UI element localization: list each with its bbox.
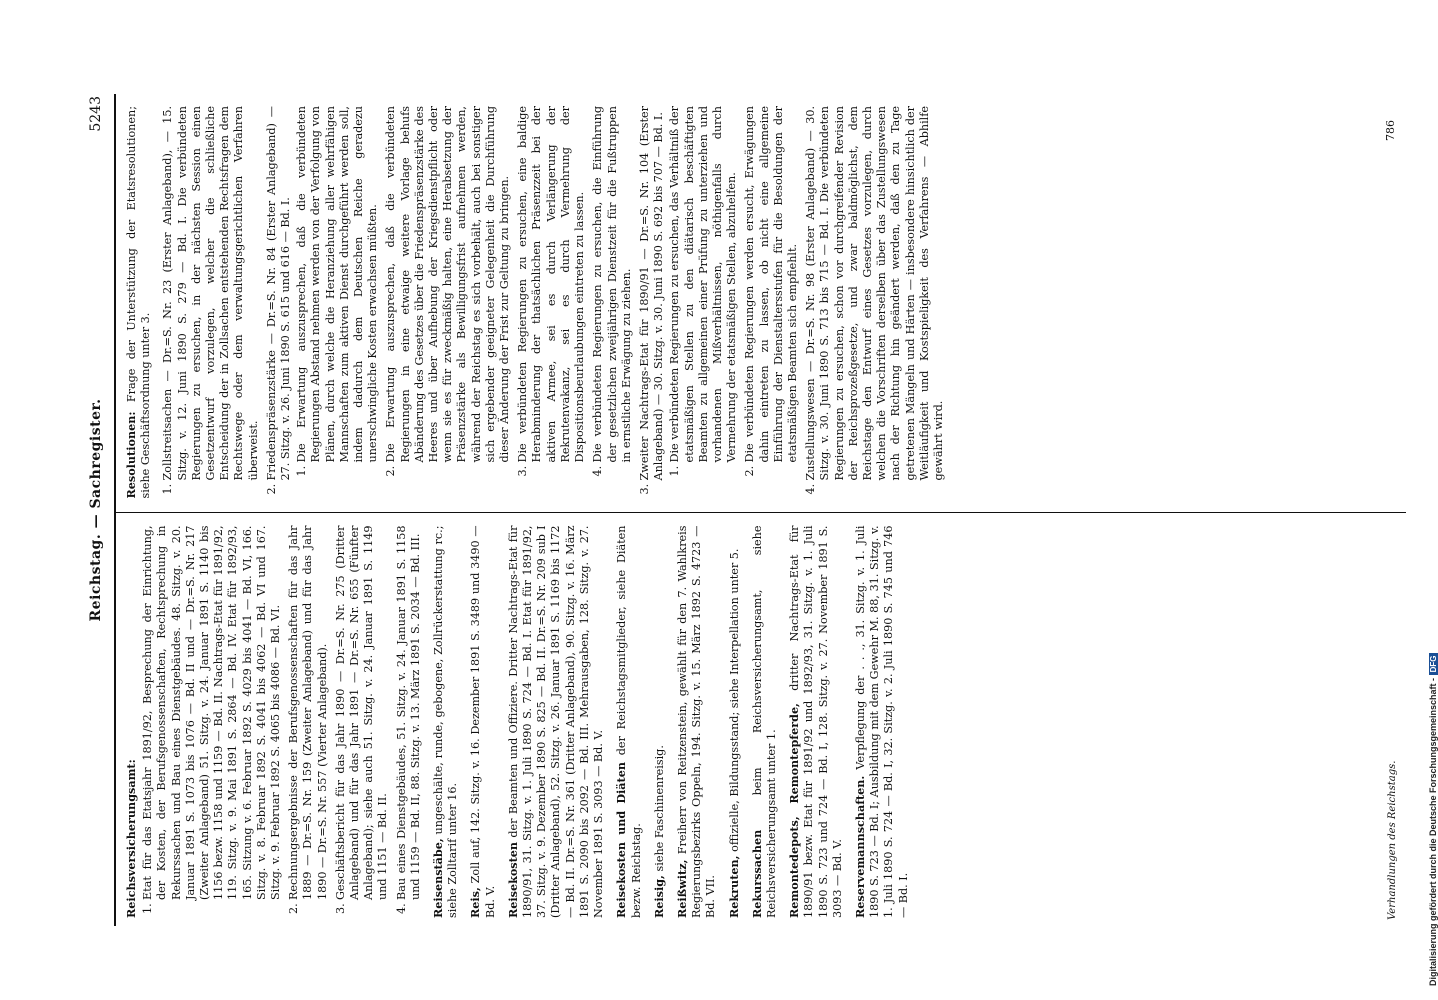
entry-subitem bbox=[141, 526, 283, 919]
item-number: 3. bbox=[637, 483, 651, 495]
signature-mark: 786 bbox=[1383, 120, 1397, 141]
entry-keyword: Reißwitz, bbox=[674, 859, 689, 918]
subitem-number: 1. bbox=[295, 465, 309, 477]
right-column bbox=[116, 94, 1406, 514]
register-entry bbox=[468, 526, 497, 919]
subitem-number: 2. bbox=[384, 465, 398, 477]
item-text: Zweiter Nachtrags-Etat für 1890/91 — Dr.=S. Nr. 104 (Erster Anlageband) — 30. Sitzg. v. 30. Juni 1890 S. 692 bis 707 — Bd. I. bbox=[637, 106, 666, 481]
entry-keyword: Reichsversicherungsamt: bbox=[124, 759, 138, 918]
subitem-number: 1. bbox=[141, 903, 155, 914]
subitem-text: Geschäftsbericht für das Jahr 1890 — Dr.=S. Nr. 275 (Dritter Anlageband) und für das Jahr 1891 — Dr.=S. Nr. 655 (Fünfter Anlageband); siehe auch 51. Sitzg. v. 24. Januar 1891 S. 1149 und 1151 — Bd. II. bbox=[333, 525, 390, 900]
subitem-text: Rechnungsergebnisse der Berufsgenossenschaften für das Jahr 1889 — Dr.=S. Nr. 159 (Zweiter Anlageband) und für das Jahr 1890 — Dr.=S. Nr. 557 (Vierter Anlageband). bbox=[287, 525, 329, 900]
item-number: 4. bbox=[804, 483, 818, 495]
entry-reichsversicherungsamt bbox=[124, 526, 423, 919]
entry-keyword: Reisekosten bbox=[505, 841, 520, 918]
entry-text: Verpflegung der . . ., 31. Sitzg. v. 1. Juli 1890 S. 723 — Bd. I; Ausbildung mit dem Gewehr M. 88, 31. Sitzg. v. 1. Juli 1890 S. 724 — Bd. I, 32. Sitzg. v. 2. Juli 1890 S. 745 und 746 — Bd. I. bbox=[853, 525, 910, 918]
digitization-credit bbox=[1416, 6, 1438, 986]
subitem-number: 4. bbox=[394, 903, 408, 914]
entry-keyword: Reis, bbox=[468, 887, 483, 918]
register-entry bbox=[506, 526, 606, 919]
page-footer: Verhandlungen des Reichstags. bbox=[1386, 760, 1398, 920]
register-entry bbox=[652, 526, 667, 919]
subitem-number: 2. bbox=[287, 903, 301, 914]
page-header bbox=[84, 94, 116, 926]
subitem-text: Die Erwartung auszusprechen, daß die verbündeten Regierungen Abstand nehmen werden von der Verfolgung von Plänen, durch welche die Heranziehung aller wehrfähigen Mannschaften zum aktiven Dienst durchgeführt werden soll, indem dadurch dem Deutschen Reiche geradezu unerschwingliche Kosten erwachsen müßten. bbox=[295, 106, 380, 463]
subitem-number: 1. bbox=[668, 465, 682, 477]
entry-text: ungeschälte, runde, gebogene, Zollrückerstattung rc.; siehe Zolltarif unter 16. bbox=[432, 525, 460, 918]
register-entry bbox=[614, 526, 643, 919]
entry-keyword: Rekruten, bbox=[726, 855, 741, 918]
resolution-subitem bbox=[384, 106, 512, 481]
entry-text: dritter Nachtrags-Etat für 1890/91 bezw. Etat für 1891/92 und 1892/93, 31. Sitzg. v. 1. Juli 1890 S. 723 und 724 — Bd. I, 128. Sitzg. v. 27. November 1891 S. 3093 — Bd. V. bbox=[788, 525, 844, 918]
entry-subitem bbox=[395, 526, 423, 919]
entry-keyword: Reisenstäbe, bbox=[431, 838, 446, 918]
register-entry bbox=[675, 526, 719, 919]
item-number: 1. bbox=[161, 483, 175, 495]
entry-keyword: Reisekosten und Diäten bbox=[614, 762, 629, 918]
entry-text: Freiherr von Reitzenstein, gewählt für den 7. Wahlkreis Regierungsbezirks Oppeln, 194. Sitzg. v. 15. März 1892 S. 4723 — Bd. VII. bbox=[675, 525, 718, 918]
entry-text: Zoll auf, 142. Sitzg. v. 16. Dezember 1891 S. 3489 und 3490 — Bd. V. bbox=[469, 525, 497, 918]
entry-keyword: Resolutionen: bbox=[124, 411, 138, 499]
credit-text-line bbox=[1428, 6, 1438, 986]
entry-text: der Beamten und Offiziere. Dritter Nachtrags-Etat für 1890/91, 31. Sitzg. v. 1. Juli 1890 S. 724 — Bd. I. Etat für 1891/92, 37. Sitzg. v. 9. Dezember 1890 S. 825 — Bd. II. Dr.=S. Nr. 209 sub I (Dritter Anlageband), 52. Sitzg. v. 26. Januar 1891 S. 1169 bis 1172 — Bd. II. Dr.=S. Nr. 361 (Dritter Anlageband), 90. Sitzg. v. 16. März 1891 S. 2090 bis 2092 — Bd. III. Mehrausgaben, 128. Sitzg. v. 27. November 1891 S. 3093 — Bd. V. bbox=[506, 525, 606, 918]
entry-text: Frage der Unterstützung der Etatsresolutionen; siehe Geschäftsordnung unter 3. bbox=[125, 106, 153, 499]
register-entry bbox=[727, 526, 742, 919]
register-entry bbox=[750, 526, 779, 919]
left-column bbox=[116, 514, 1406, 927]
subitem-number: 4. bbox=[591, 465, 605, 477]
running-title: Reichstag. — Sachregister. bbox=[88, 398, 104, 622]
entry-text: beim Reichsversicherungsamt, siehe Reichsversicherungsamt unter 1. bbox=[750, 525, 778, 918]
entry-text: siehe Faschinenreisig. bbox=[652, 745, 666, 872]
two-column-body bbox=[116, 94, 1406, 926]
subitem-text: Die Erwartung auszusprechen, daß die verbündeten Regierungen in eine etwaige weitere Vorlage behufs Abänderung des Gesetzes über die Friedenspräsenzstärke des Heeres und über Aufhebung der Kriegsdienstpflicht oder wenn sie es für zweckmäßig halten, eine Herabsetzung der Präsenzstärke als Bewilligungsfrist aufnehmen werden, während der Reichstag es sich vorbehält, auch bei sonstiger sich ergebender geeigneter Gelegenheit die Durchführung dieser Änderung der Frist zur Geltung zu bringen. bbox=[384, 106, 512, 463]
item-text: Zustellungswesen — Dr.=S. Nr. 98 (Erster Anlageband) — 30. Sitzg. v. 30. Juni 1890 S. 713 bis 715 — Bd. I. Die verbündeten Regierungen zu ersuchen, schon vor durchgreifender Revision der Reichsprozeßgesetze, und zwar baldmöglichst, dem Reichstage den Entwurf eines Gesetzes vorzulegen, durch welchen die Vorschriften derselben über das Zustellungswesen nach der Richtung hin geändert werden, daß den zu Tage getretenen Mängeln und Härten — insbesondere hinsichtlich der Weitläufigkeit und Kostspieligkeit des Verfahrens — Abhilfe gewährt wird. bbox=[804, 106, 945, 481]
subitem-text: Etat für das Etatsjahr 1891/92, Besprechung der Einrichtung, der Kosten, der Berufsgenossenschaften, Rechtsprechung in Rekurssachen und Bau eines Dienstgebäudes. 48. Sitzg. v. 20. Januar 1891 S. 1073 bis 1076 — Bd. II und — Dr.=S. Nr. 217 (Zweiter Anlageband) 51. Sitzg. v. 24. Januar 1891 S. 1140 bis 1156 bezw. 1158 und 1159 — Bd. II. Nachtrags-Etat für 1891/92, 119. Sitzg. v. 9. Mai 1891 S. 2864 — Bd. IV. Etat für 1892/93, 165. Sitzung v. 6. Februar 1892 S. 4029 bis 4041 — Bd. VI, 166. Sitzg. v. 8. Februar 1892 S. 4041 bis 4062 — Bd. VI und 167. Sitzg. v. 9. Februar 1892 S. 4065 bis 4086 — Bd. VI. bbox=[141, 525, 283, 900]
subitem-number: 2. bbox=[743, 465, 757, 477]
entry-keyword: Reservemannschaften. bbox=[852, 775, 867, 918]
item-text: Zollstreitsachen — Dr.=S. Nr. 23 (Erster Anlageband), — 15. Sitzg. v. 12. Juni 1890 S. 279 — Bd. I. Die verbündeten Regierungen zu ersuchen, in der nächsten Session einen Gesetzentwurf vorzulegen, welcher die schließliche Entscheidung der in Zollsachen entstehenden Rechtsfragen dem Rechtswege oder dem verwaltungsgerichtlichen Verfahren überweist. bbox=[161, 106, 260, 481]
resolution-subitem bbox=[295, 106, 380, 481]
entry-keyword: Rekurssachen bbox=[749, 829, 764, 918]
resolutionen-intro bbox=[124, 106, 153, 499]
resolution-subitem bbox=[591, 106, 634, 481]
entry-subitem bbox=[334, 526, 391, 919]
entry-keyword: Remontedepots, Remontepferde, bbox=[787, 703, 802, 918]
item-text: Friedenspräsenzstärke — Dr.=S. Nr. 84 (Erster Anlageband) — 27. Sitzg. v. 26. Juni 1890 S. 615 und 616 — Bd. I. bbox=[264, 106, 293, 481]
resolution-item bbox=[265, 106, 634, 499]
subitem-text: Die verbündeten Regierungen zu ersuchen, eine baldige Herabminderung der thatsächlichen Präsenzzeit bei der aktiven Armee, sei es durch Verlängerung der Rekrutenvakanz, sei es durch Vermehrung der Dispositionsbeurlaubungen eintreten zu lassen. bbox=[516, 106, 587, 463]
subitem-text: Die verbündeten Regierungen zu ersuchen, die Einführung der gesetzlichen zweijährigen Dienstzeit für die Fußtruppen in ernstliche Erwägung zu ziehen. bbox=[591, 106, 633, 463]
subitem-text: Die verbündeten Regierungen werden ersucht, Erwägungen dahin eintreten zu lassen, ob nicht eine allgemeine Einführung der Dienstaltersstufen für die Besoldungen der etatsmäßigen Beamten sich empfiehlt. bbox=[743, 106, 799, 463]
resolution-item bbox=[804, 106, 946, 499]
resolution-subitem bbox=[668, 106, 739, 481]
resolution-subitem bbox=[516, 106, 587, 481]
entry-subitem bbox=[287, 526, 330, 919]
register-entry bbox=[853, 526, 911, 919]
subitem-number: 3. bbox=[333, 903, 347, 914]
rotated-register-page bbox=[80, 80, 1420, 940]
subitem-text: Die verbündeten Regierungen zu ersuchen, das Verhältniß der etatsmäßigen Stellen zu den diätarisch beschäftigten Beamten zu allgemeinen einer Prüfung zu unterziehen und vorhandenen Mißverhältnissen, nöthigenfalls durch Vermehrung der etatsmäßigen Stellen, abzuhelfen. bbox=[668, 106, 739, 463]
subitem-text: Bau eines Dienstgebäudes, 51. Sitzg. v. 24. Januar 1891 S. 1158 und 1159 — Bd. II, 88. Sitzg. v. 13. März 1891 S. 2034 — Bd. III. bbox=[394, 525, 422, 900]
resolution-subitem bbox=[743, 106, 800, 481]
subitem-number: 3. bbox=[516, 465, 530, 477]
page-number: 5243 bbox=[88, 96, 104, 132]
register-entry bbox=[787, 526, 845, 919]
resolution-item bbox=[638, 106, 800, 499]
register-entry bbox=[431, 526, 460, 919]
credit-text: Digitalisierung gefördert durch die Deutsche Forschungsgemeinschaft - bbox=[1428, 677, 1438, 986]
item-number: 2. bbox=[264, 483, 278, 495]
entry-text: der Reichstagsmitglieder, siehe Diäten bezw. Reichstag. bbox=[615, 525, 643, 918]
entry-text: offizielle, Bildungsstand; siehe Interpellation unter 5. bbox=[727, 548, 741, 852]
dfg-logo-icon: DFG bbox=[1429, 653, 1438, 676]
entry-keyword: Reisig, bbox=[651, 875, 666, 918]
resolution-item bbox=[161, 106, 260, 499]
